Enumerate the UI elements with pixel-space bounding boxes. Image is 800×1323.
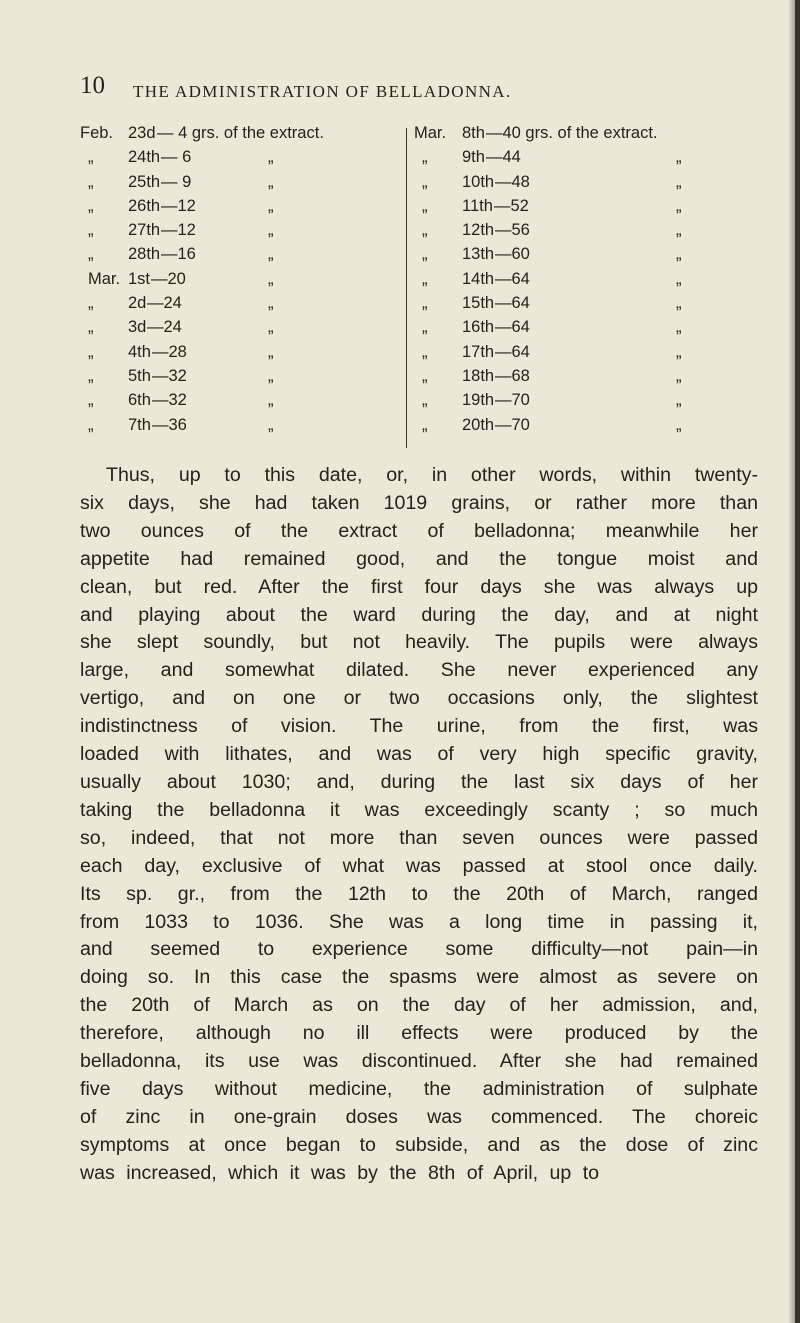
dose-row bbox=[414, 367, 744, 391]
dose-row bbox=[414, 391, 744, 415]
row-ditto-mark: „ bbox=[268, 342, 274, 361]
body-line: she slept soundly, but not heavily. The pupils were always bbox=[80, 631, 758, 654]
row-month: „ bbox=[88, 172, 94, 191]
row-dose: —44 bbox=[486, 148, 521, 167]
row-day: 10th bbox=[462, 172, 495, 191]
row-day: 8th bbox=[462, 124, 485, 142]
dose-row bbox=[414, 294, 744, 318]
row-month: „ bbox=[422, 391, 428, 410]
row-ditto-mark: „ bbox=[676, 391, 682, 410]
row-dose: —24 bbox=[147, 318, 182, 337]
row-day: 6th bbox=[128, 391, 151, 410]
body-line: Thus, up to this date, or, in other words, within twenty- bbox=[106, 464, 758, 486]
row-dose: —64 bbox=[495, 269, 530, 288]
row-dose: —52 bbox=[494, 196, 529, 215]
row-day: 11th bbox=[462, 196, 493, 215]
row-dose: — 6 bbox=[161, 148, 192, 167]
row-day: 13th bbox=[462, 245, 495, 264]
dose-row bbox=[80, 221, 410, 245]
row-ditto-mark: „ bbox=[676, 196, 682, 215]
body-paragraph bbox=[80, 462, 758, 1188]
row-month: Feb. bbox=[80, 124, 114, 142]
row-month: „ bbox=[422, 172, 428, 191]
row-day: 16th bbox=[462, 318, 495, 337]
body-line: doing so. In this case the spasms were almost as severe on bbox=[80, 966, 758, 989]
row-day: 9th bbox=[462, 148, 485, 167]
dose-table-right-column bbox=[414, 124, 744, 440]
row-dose: —16 bbox=[161, 245, 196, 264]
row-month: „ bbox=[88, 318, 94, 337]
row-dose: —32 bbox=[152, 366, 187, 385]
row-day: 5th bbox=[128, 366, 151, 385]
table-divider bbox=[406, 128, 407, 448]
row-dose: — 9 bbox=[161, 172, 192, 191]
row-ditto-mark: „ bbox=[268, 415, 274, 434]
row-month: „ bbox=[88, 196, 94, 215]
row-day: 1st bbox=[128, 269, 151, 288]
row-day: 2d bbox=[128, 294, 147, 313]
row-day: 19th bbox=[462, 391, 495, 410]
row-dose: —64 bbox=[495, 342, 530, 361]
row-month: „ bbox=[88, 148, 94, 167]
row-month: „ bbox=[422, 269, 428, 288]
body-line: and playing about the ward during the day, and at night bbox=[80, 603, 758, 626]
row-month: „ bbox=[88, 294, 94, 313]
row-month: „ bbox=[422, 148, 428, 167]
row-ditto-mark: „ bbox=[676, 318, 682, 337]
row-ditto-mark: „ bbox=[268, 172, 274, 191]
dose-row bbox=[80, 173, 410, 197]
row-ditto-mark: „ bbox=[676, 415, 682, 434]
row-ditto-mark: „ bbox=[676, 221, 682, 240]
body-line: of zinc in one-grain doses was commenced. The choreic bbox=[80, 1105, 758, 1128]
row-ditto-mark: „ bbox=[268, 196, 274, 215]
row-dose: —20 bbox=[151, 269, 186, 288]
row-month: „ bbox=[88, 245, 94, 264]
row-ditto-mark: „ bbox=[268, 366, 274, 385]
body-line: two ounces of the extract of belladonna; meanwhile her bbox=[80, 519, 758, 542]
row-dose: —56 bbox=[495, 221, 530, 240]
dose-row bbox=[80, 148, 410, 172]
dose-row bbox=[80, 367, 410, 391]
row-month: „ bbox=[422, 221, 428, 240]
row-month: „ bbox=[422, 294, 428, 313]
row-month: „ bbox=[88, 221, 94, 240]
row-dose: —12 bbox=[161, 196, 196, 215]
row-month: Mar. bbox=[414, 124, 447, 142]
body-line: so, indeed, that not more than seven ounces were passed bbox=[80, 826, 758, 849]
dose-row bbox=[80, 343, 410, 367]
row-day: 23d bbox=[128, 124, 156, 142]
dose-row bbox=[414, 343, 744, 367]
body-line: clean, but red. After the first four days she was always up bbox=[80, 575, 758, 598]
row-dose: —70 bbox=[495, 391, 530, 410]
body-line: was increased, which it was by the 8th of April, up to bbox=[80, 1161, 600, 1184]
page-edge bbox=[795, 0, 800, 1323]
dose-row bbox=[414, 197, 744, 221]
row-ditto-mark: „ bbox=[676, 269, 682, 288]
row-day: 3d bbox=[128, 318, 147, 337]
body-line: six days, she had taken 1019 grains, or rather more than bbox=[80, 491, 758, 514]
row-dose: — 4 grs. of the extract. bbox=[157, 124, 324, 142]
body-line: indistinctness of vision. The urine, from the first, was bbox=[80, 715, 758, 738]
row-ditto-mark: „ bbox=[268, 245, 274, 264]
row-day: 14th bbox=[462, 269, 495, 288]
row-day: 7th bbox=[128, 415, 151, 434]
dose-row bbox=[80, 391, 410, 415]
dose-row bbox=[414, 270, 744, 294]
row-day: 12th bbox=[462, 221, 495, 240]
row-month: „ bbox=[422, 196, 428, 215]
body-line: the 20th of March as on the day of her admission, and, bbox=[80, 994, 758, 1017]
row-day: 4th bbox=[128, 342, 151, 361]
row-ditto-mark: „ bbox=[676, 366, 682, 385]
row-month: „ bbox=[422, 318, 428, 337]
row-dose: —64 bbox=[495, 294, 530, 313]
body-line: loaded with lithates, and was of very high specific gravity, bbox=[80, 743, 758, 766]
dose-row bbox=[80, 294, 410, 318]
row-month: „ bbox=[88, 391, 94, 410]
dose-table-left-column bbox=[80, 124, 410, 440]
row-day: 25th bbox=[128, 172, 161, 191]
body-line: Its sp. gr., from the 12th to the 20th of March, ranged bbox=[80, 882, 758, 905]
body-line: taking the belladonna it was exceedingly scanty ; so much bbox=[80, 798, 758, 821]
row-dose: —24 bbox=[147, 294, 182, 313]
row-dose: —64 bbox=[495, 318, 530, 337]
row-dose: —28 bbox=[152, 342, 187, 361]
body-line: usually about 1030; and, during the last six days of her bbox=[80, 770, 758, 793]
dose-row bbox=[80, 318, 410, 342]
body-line: belladonna, its use was discontinued. After she had remained bbox=[80, 1050, 758, 1073]
row-dose: —32 bbox=[152, 391, 187, 410]
row-month: „ bbox=[422, 415, 428, 434]
row-ditto-mark: „ bbox=[676, 342, 682, 361]
dose-row bbox=[80, 416, 410, 440]
body-line: vertigo, and on one or two occasions only, the slightest bbox=[80, 687, 758, 710]
row-dose: —36 bbox=[152, 415, 187, 434]
dose-row bbox=[414, 416, 744, 440]
row-dose: —40 grs. of the extract. bbox=[486, 124, 658, 142]
row-month: „ bbox=[88, 342, 94, 361]
body-line: appetite had remained good, and the tongue moist and bbox=[80, 547, 758, 570]
row-dose: —12 bbox=[161, 221, 196, 240]
body-line: each day, exclusive of what was passed at stool once daily. bbox=[80, 854, 758, 877]
row-ditto-mark: „ bbox=[268, 391, 274, 410]
row-dose: —70 bbox=[495, 415, 530, 434]
row-day: 20th bbox=[462, 415, 495, 434]
dose-row bbox=[414, 245, 744, 269]
row-ditto-mark: „ bbox=[268, 148, 274, 167]
row-ditto-mark: „ bbox=[676, 294, 682, 313]
row-day: 27th bbox=[128, 221, 161, 240]
running-title: THE ADMINISTRATION OF BELLADONNA. bbox=[133, 82, 512, 101]
row-ditto-mark: „ bbox=[268, 294, 274, 313]
row-dose: —48 bbox=[495, 172, 530, 191]
dose-row bbox=[414, 148, 744, 172]
row-ditto-mark: „ bbox=[268, 318, 274, 337]
dose-row bbox=[414, 221, 744, 245]
dose-row bbox=[414, 173, 744, 197]
dose-row bbox=[414, 318, 744, 342]
body-line: five days without medicine, the administration of sulphate bbox=[80, 1077, 758, 1100]
row-ditto-mark: „ bbox=[268, 269, 274, 288]
row-day: 18th bbox=[462, 366, 495, 385]
row-month: „ bbox=[422, 342, 428, 361]
page-number: 10 bbox=[80, 72, 105, 99]
row-month: Mar. bbox=[88, 269, 121, 288]
row-dose: —68 bbox=[495, 366, 530, 385]
dose-row bbox=[80, 245, 410, 269]
body-line: and seemed to experience some difficulty—not pain—in bbox=[80, 938, 758, 961]
row-ditto-mark: „ bbox=[676, 148, 682, 167]
row-day: 24th bbox=[128, 148, 161, 167]
row-day: 28th bbox=[128, 245, 161, 264]
row-month: „ bbox=[88, 366, 94, 385]
row-month: „ bbox=[88, 415, 94, 434]
row-ditto-mark: „ bbox=[268, 221, 274, 240]
body-line: from 1033 to 1036. She was a long time in passing it, bbox=[80, 910, 758, 933]
row-ditto-mark: „ bbox=[676, 172, 682, 191]
body-line: large, and somewhat dilated. She never experienced any bbox=[80, 659, 758, 682]
row-day: 17th bbox=[462, 342, 495, 361]
dose-row bbox=[80, 197, 410, 221]
body-line: symptoms at once began to subside, and as the dose of zinc bbox=[80, 1133, 758, 1156]
row-day: 15th bbox=[462, 294, 495, 313]
dose-row bbox=[414, 124, 744, 148]
row-month: „ bbox=[422, 245, 428, 264]
dose-row bbox=[80, 124, 410, 148]
row-month: „ bbox=[422, 366, 428, 385]
dose-row bbox=[80, 270, 410, 294]
row-day: 26th bbox=[128, 196, 161, 215]
body-line: therefore, although no ill effects were produced by the bbox=[80, 1022, 758, 1045]
row-dose: —60 bbox=[495, 245, 530, 264]
row-ditto-mark: „ bbox=[676, 245, 682, 264]
